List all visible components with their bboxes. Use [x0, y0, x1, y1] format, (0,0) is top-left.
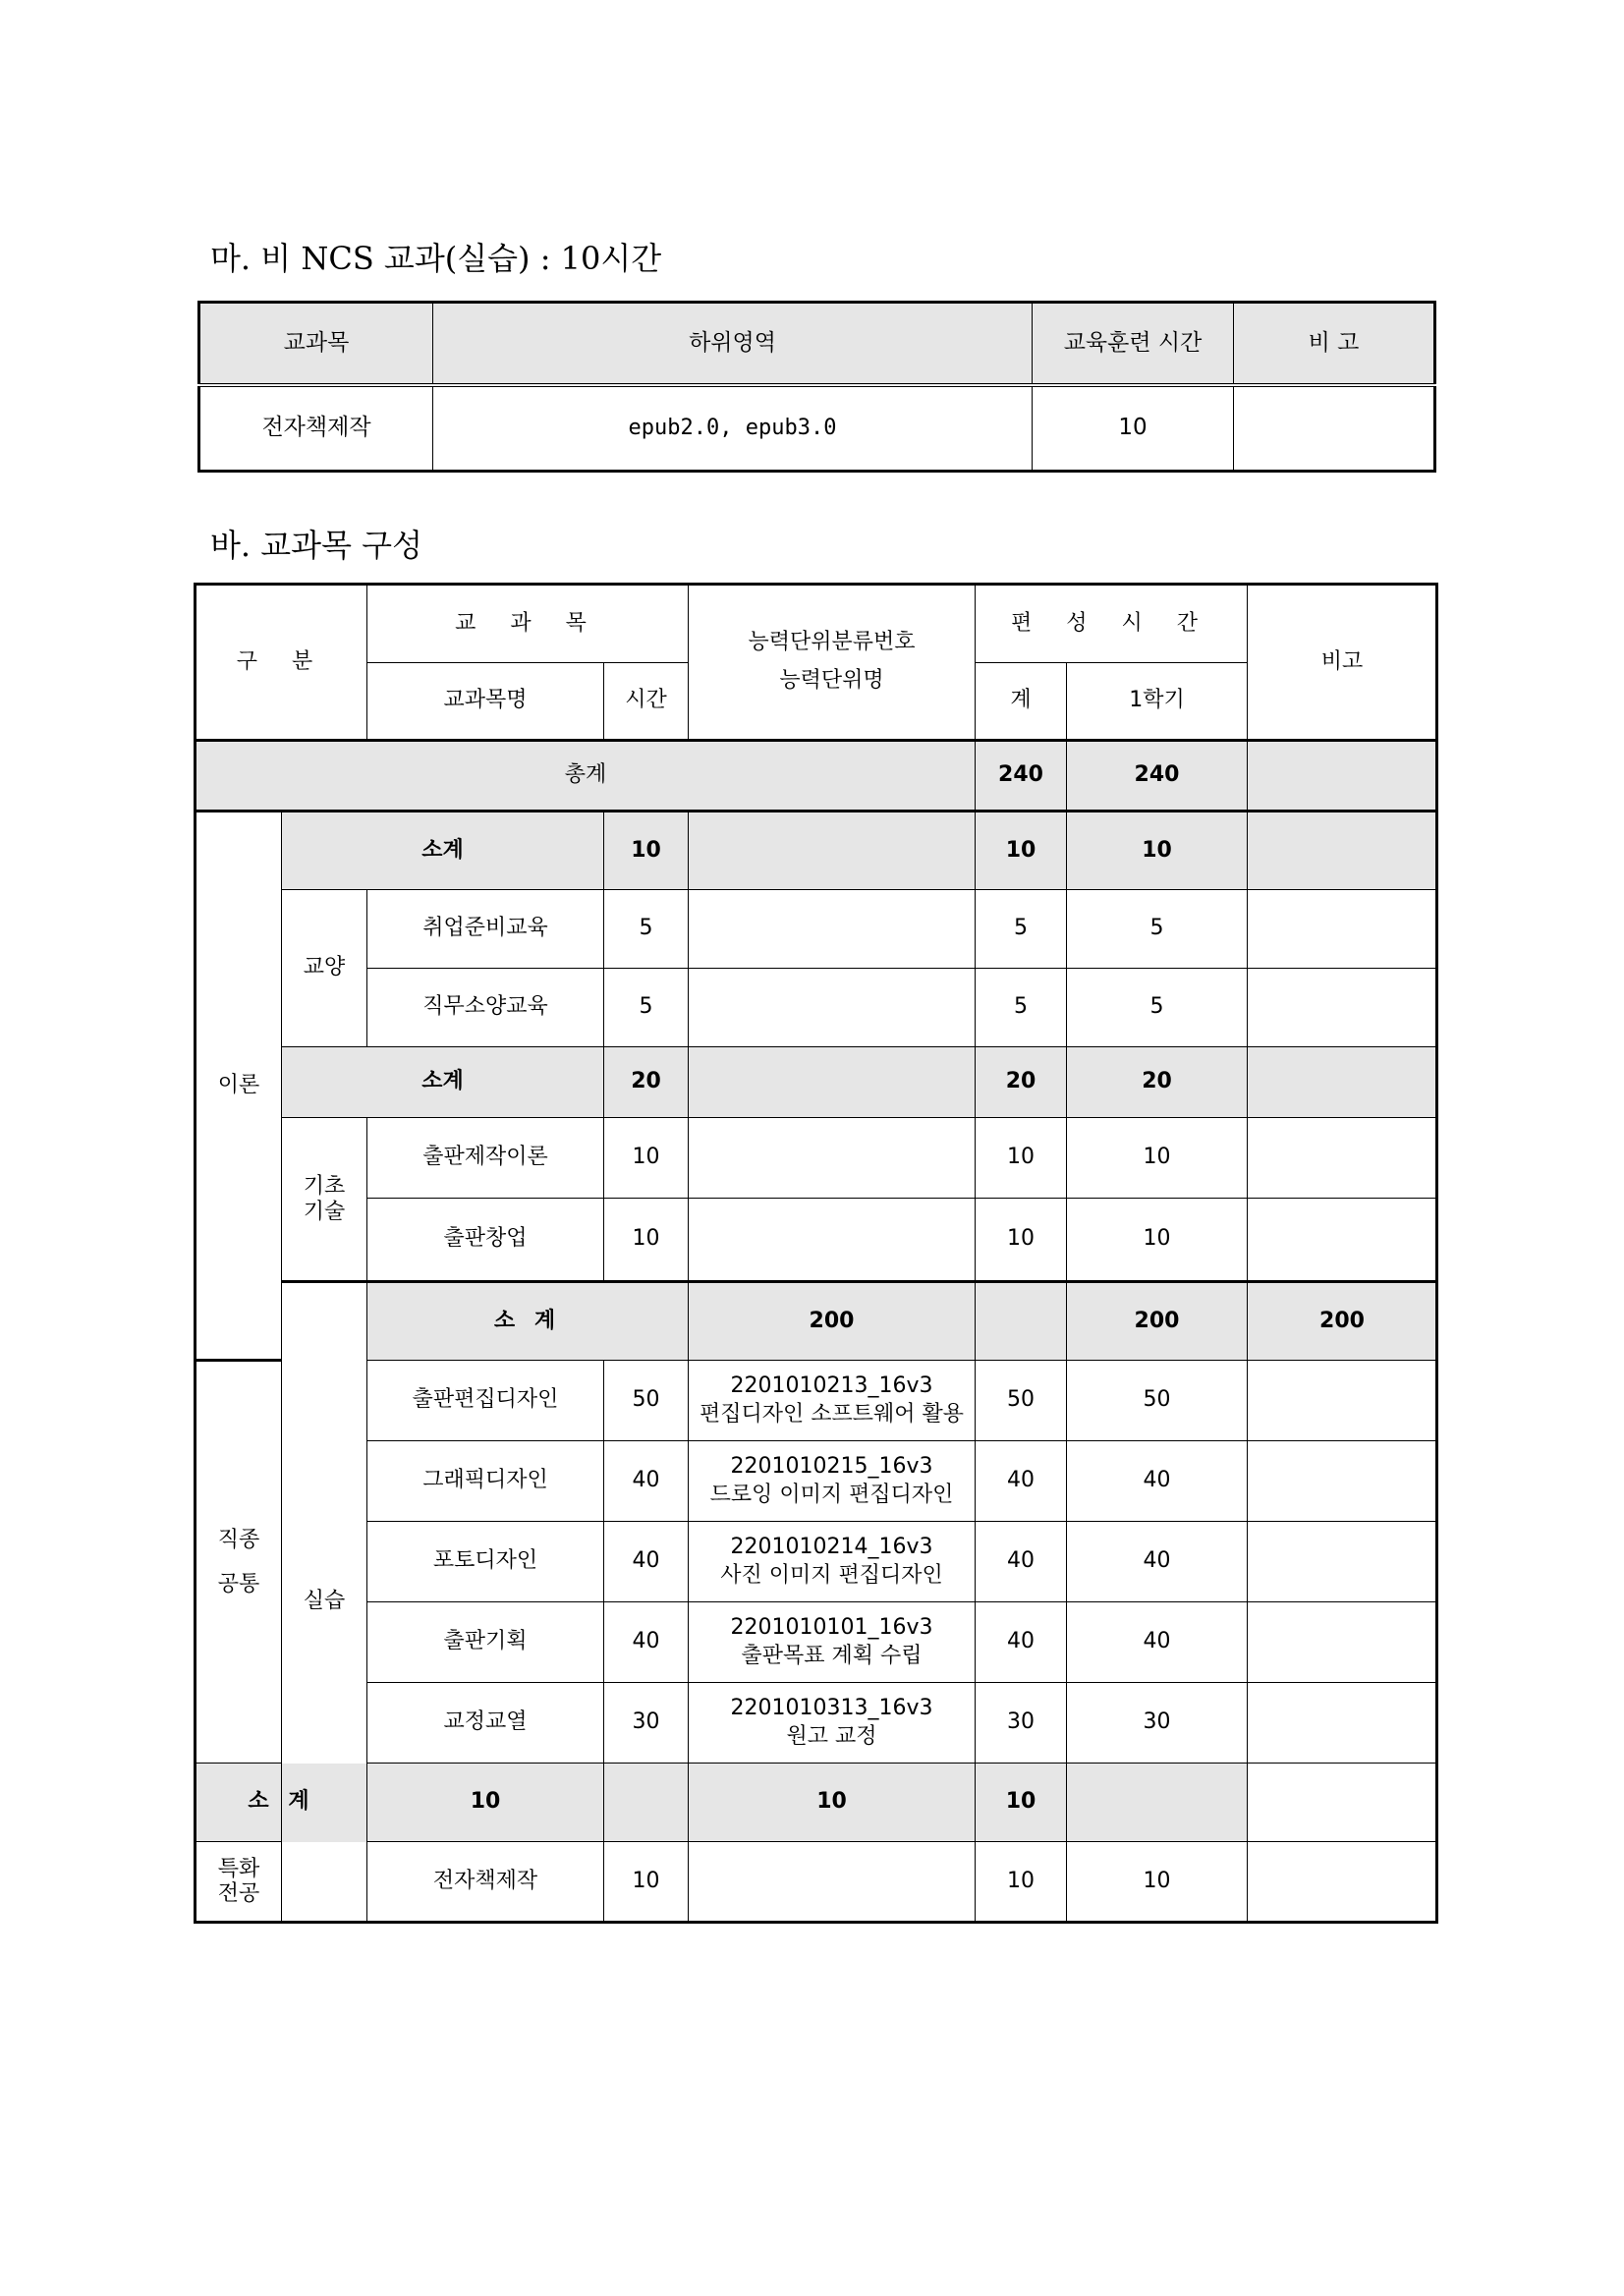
course-ncs	[689, 1118, 976, 1199]
special-label	[196, 1842, 282, 1923]
course-ncs	[689, 890, 976, 969]
course-hours: 10	[604, 1118, 689, 1199]
course-name: 취업준비교육	[367, 890, 604, 969]
non-ncs-course-table	[197, 301, 1436, 473]
course-note	[1248, 1683, 1437, 1764]
course-semester1: 10	[1067, 1118, 1248, 1199]
header-schedule-group: 편 성 시 간	[976, 585, 1248, 663]
cell-subarea: epub2.0, epub3.0	[433, 385, 1033, 472]
course-semester1: 5	[1067, 890, 1248, 969]
header-ncs-code: 능력단위분류번호	[748, 630, 916, 655]
header-row-1	[196, 585, 1437, 663]
practice-subtotal2-label: 소 계	[196, 1764, 367, 1842]
table-row	[196, 969, 1437, 1047]
ncs-code: 2201010215_16v3	[730, 1453, 933, 1479]
theory-subtotal2-semester1: 20	[1067, 1047, 1248, 1118]
course-hours: 10	[604, 1199, 689, 1282]
practice-subtotal2-hours: 10	[367, 1764, 604, 1842]
practice-label: 실습	[282, 1282, 367, 1923]
course-hours: 5	[604, 890, 689, 969]
course-semester1: 5	[1067, 969, 1248, 1047]
course-total: 10	[976, 1118, 1067, 1199]
table-header-row	[199, 303, 1435, 386]
ncs-unit: 편집디자인 소프트웨어 활용	[699, 1401, 964, 1427]
table-row	[196, 1118, 1437, 1199]
practice-subtotal1-semester1: 200	[1248, 1282, 1437, 1361]
course-total: 10	[976, 1842, 1067, 1923]
course-semester1: 40	[1067, 1441, 1248, 1522]
course-semester1: 10	[1067, 1199, 1248, 1282]
table-row	[196, 1361, 1437, 1441]
theory-subtotal2-label: 소계	[282, 1047, 604, 1118]
course-semester1: 40	[1067, 1602, 1248, 1683]
course-total: 50	[976, 1361, 1067, 1441]
theory-subtotal-row	[196, 812, 1437, 890]
table-row	[196, 1683, 1437, 1764]
common-label	[196, 1361, 282, 1764]
theory-subtotal1-ncs	[689, 812, 976, 890]
course-ncs	[689, 1361, 976, 1441]
course-note	[1248, 1842, 1437, 1923]
course-note	[1248, 1118, 1437, 1199]
grand-total-semester1: 240	[1067, 741, 1248, 812]
ncs-unit: 원고 교정	[786, 1723, 877, 1749]
common-label-line2: 공통	[217, 1572, 260, 1596]
course-note	[1248, 1441, 1437, 1522]
theory-subtotal2-hours: 20	[604, 1047, 689, 1118]
course-note	[1248, 1199, 1437, 1282]
theory-subtotal2-total: 20	[976, 1047, 1067, 1118]
common-label-line1: 직종	[217, 1527, 260, 1552]
practice-subtotal-row	[196, 1282, 1437, 1361]
course-total: 40	[976, 1602, 1067, 1683]
course-ncs	[689, 969, 976, 1047]
header-ncs	[689, 585, 976, 741]
course-name: 전자책제작	[367, 1842, 604, 1923]
special-label-line2: 전공	[217, 1881, 260, 1906]
theory-subtotal2-note	[1248, 1047, 1437, 1118]
course-note	[1248, 890, 1437, 969]
course-semester1: 30	[1067, 1683, 1248, 1764]
theory-subtotal1-semester1: 10	[1067, 812, 1248, 890]
course-semester1: 10	[1067, 1842, 1248, 1923]
practice-subtotal1-label: 소 계	[367, 1282, 689, 1361]
header-note: 비 고	[1234, 303, 1435, 386]
grand-total-row	[196, 741, 1437, 812]
course-name: 직무소양교육	[367, 969, 604, 1047]
theory-subtotal1-label: 소계	[282, 812, 604, 890]
grand-total-label: 총계	[196, 741, 976, 812]
course-name: 포토디자인	[367, 1522, 604, 1602]
special-label-line1: 특화	[217, 1856, 260, 1881]
course-name: 교정교열	[367, 1683, 604, 1764]
cell-subject: 전자책제작	[199, 385, 433, 472]
course-ncs	[689, 1522, 976, 1602]
section-heading-ba: 바. 교과목 구성	[210, 527, 422, 564]
theory-subtotal1-note	[1248, 812, 1437, 890]
table-row	[196, 1199, 1437, 1282]
theory-subtotal1-total: 10	[976, 812, 1067, 890]
course-name: 그래픽디자인	[367, 1441, 604, 1522]
practice-subtotal-row	[196, 1764, 1437, 1842]
course-composition-table	[194, 583, 1438, 1924]
course-note	[1248, 1602, 1437, 1683]
grand-total-note	[1248, 741, 1437, 812]
course-ncs	[689, 1602, 976, 1683]
course-ncs	[689, 1199, 976, 1282]
header-note: 비고	[1248, 585, 1437, 741]
ncs-unit: 출판목표 계획 수립	[741, 1643, 923, 1668]
course-name: 출판창업	[367, 1199, 604, 1282]
header-ncs-name: 능력단위명	[779, 668, 884, 693]
table-row	[196, 1602, 1437, 1683]
general-label: 교양	[282, 890, 367, 1047]
course-name: 출판편집디자인	[367, 1361, 604, 1441]
course-note	[1248, 969, 1437, 1047]
course-name: 출판기획	[367, 1602, 604, 1683]
course-hours: 5	[604, 969, 689, 1047]
theory-subtotal-row	[196, 1047, 1437, 1118]
course-total: 10	[976, 1199, 1067, 1282]
table-row	[196, 1842, 1437, 1923]
course-name: 출판제작이론	[367, 1118, 604, 1199]
course-hours: 40	[604, 1441, 689, 1522]
course-ncs	[689, 1683, 976, 1764]
theory-subtotal1-hours: 10	[604, 812, 689, 890]
course-total: 5	[976, 890, 1067, 969]
ncs-unit: 사진 이미지 편집디자인	[720, 1562, 943, 1588]
basic-label	[282, 1118, 367, 1282]
course-hours: 40	[604, 1522, 689, 1602]
practice-subtotal2-note	[1067, 1764, 1248, 1842]
basic-label-line1: 기초	[303, 1174, 346, 1200]
course-semester1: 40	[1067, 1522, 1248, 1602]
cell-hours: 10	[1033, 385, 1234, 472]
table-row	[196, 1441, 1437, 1522]
course-hours: 40	[604, 1602, 689, 1683]
course-note	[1248, 1522, 1437, 1602]
cell-note	[1234, 385, 1435, 472]
header-subject-group: 교 과 목	[367, 585, 689, 663]
practice-subtotal1-hours: 200	[689, 1282, 976, 1361]
course-semester1: 50	[1067, 1361, 1248, 1441]
table-row	[196, 890, 1437, 969]
course-hours: 30	[604, 1683, 689, 1764]
course-total: 5	[976, 969, 1067, 1047]
course-total: 40	[976, 1441, 1067, 1522]
course-total: 40	[976, 1522, 1067, 1602]
practice-subtotal2-total: 10	[689, 1764, 976, 1842]
course-ncs	[689, 1441, 976, 1522]
practice-subtotal1-ncs	[976, 1282, 1067, 1361]
header-subject-name: 교과목명	[367, 663, 604, 741]
ncs-code: 2201010214_16v3	[730, 1534, 933, 1559]
course-ncs	[689, 1842, 976, 1923]
course-hours: 10	[604, 1842, 689, 1923]
theory-subtotal2-ncs	[689, 1047, 976, 1118]
theory-label: 이론	[196, 812, 282, 1361]
header-hours: 교육훈련 시간	[1033, 303, 1234, 386]
ncs-unit: 드로잉 이미지 편집디자인	[709, 1482, 954, 1507]
basic-label-line2: 기술	[303, 1199, 346, 1224]
ncs-code: 2201010213_16v3	[730, 1372, 933, 1398]
header-total: 계	[976, 663, 1067, 741]
ncs-code: 2201010313_16v3	[730, 1695, 933, 1720]
header-subarea: 하위영역	[433, 303, 1033, 386]
practice-subtotal2-ncs	[604, 1764, 689, 1842]
header-semester1: 1학기	[1067, 663, 1248, 741]
practice-subtotal2-semester1: 10	[976, 1764, 1067, 1842]
course-note	[1248, 1361, 1437, 1441]
practice-subtotal1-total: 200	[1067, 1282, 1248, 1361]
grand-total-total: 240	[976, 741, 1067, 812]
table-row	[199, 385, 1435, 472]
header-hours: 시간	[604, 663, 689, 741]
header-division: 구 분	[196, 585, 367, 741]
course-total: 30	[976, 1683, 1067, 1764]
header-subject: 교과목	[199, 303, 433, 386]
section-heading-ma: 마. 비 NCS 교과(실습) : 10시간	[210, 240, 662, 277]
table-row	[196, 1522, 1437, 1602]
ncs-code: 2201010101_16v3	[730, 1614, 933, 1640]
course-hours: 50	[604, 1361, 689, 1441]
